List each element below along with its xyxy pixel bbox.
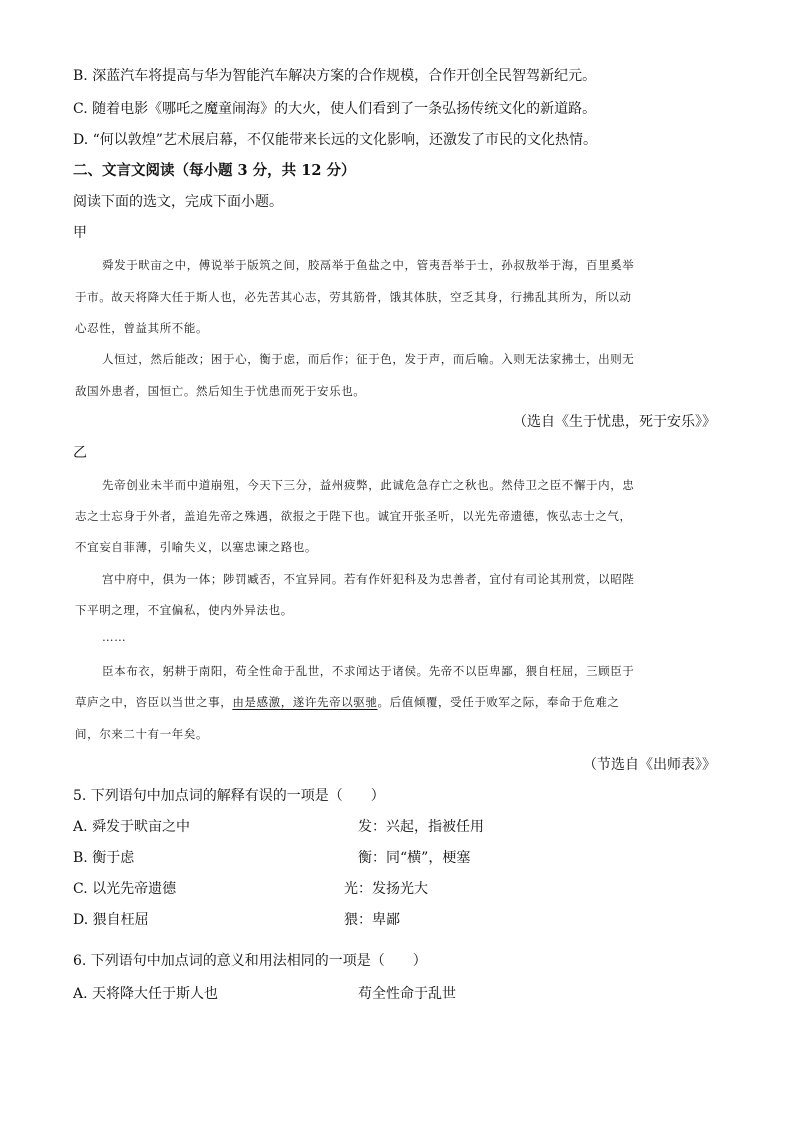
section-heading: 二、文言文阅读（每小题 3 分，共 12 分） xyxy=(73,162,356,179)
q5-option-b-explanation: 衡：同“横”，梗塞 xyxy=(358,850,471,866)
q5-option-d: D. 猥自枉屈 xyxy=(73,912,149,928)
passage-jia-line: 心忍性，曾益其所不能。 xyxy=(75,321,209,335)
source-text: （节选自《出师表》 xyxy=(583,757,702,773)
question-6-stem: 6. 下列语句中加点词的意义和用法相同的一项是（ ） xyxy=(73,953,427,969)
passage-jia-label: 甲 xyxy=(73,225,87,241)
passage-yi-line: 间，尔来二十有一年矣。 xyxy=(75,727,209,741)
passage-yi-ellipsis: …… xyxy=(102,630,127,644)
closing-bracket: 》 xyxy=(702,414,716,430)
q6-option-a-compare: 苟全性命于乱世 xyxy=(358,986,456,1002)
q5-option-c: C. 以光先帝遗德 xyxy=(73,881,177,897)
passage-yi-line: 志之士忘身于外者，盖追先帝之殊遇，欲报之于陛下也。诚宜开张圣听，以光先帝遗德，恢弘志士之气， xyxy=(75,509,632,523)
underlined-sentence: 由是感激，遂许先帝以驱驰 xyxy=(232,695,378,709)
source-text: （选自《生于忧患，死于安乐》 xyxy=(513,414,702,430)
passage-yi-line: 宫中府中，俱为一体；陟罚臧否，不宜异同。若有作奸犯科及为忠善者，宜付有司论其刑赏，以昭陛 xyxy=(102,572,635,586)
passage-yi-line: 不宜妄自菲薄，引喻失义，以塞忠谏之路也。 xyxy=(75,540,317,554)
question-5-stem: 5. 下列语句中加点词的解释有误的一项是（ ） xyxy=(73,788,385,804)
passage-jia-source xyxy=(513,413,716,431)
option-d-line: D. “何以敦煌”艺术展启幕，不仅能带来长远的文化影响，还激发了市民的文化热情。 xyxy=(73,132,597,148)
section-instruction: 阅读下面的选文，完成下面小题。 xyxy=(73,194,283,210)
passage-yi-source xyxy=(583,756,716,774)
passage-yi-label: 乙 xyxy=(73,445,87,461)
passage-yi-line xyxy=(75,695,620,709)
passage-jia-line: 敌国外患者，国恒亡。然后知生于忧患而死于安乐也。 xyxy=(75,384,366,398)
passage-jia-line: 舜发于畎亩之中，傅说举于版筑之间，胶鬲举于鱼盐之中，管夷吾举于士，孙叔敖举于海，百里奚举 xyxy=(102,258,635,272)
q5-option-c-explanation: 光：发扬光大 xyxy=(344,881,428,897)
q5-option-d-explanation: 猥：卑鄙 xyxy=(344,912,400,928)
passage-yi-line: 臣本布衣，躬耕于南阳，苟全性命于乱世，不求闻达于诸侯。先帝不以臣卑鄙，猥自枉屈，三顾臣于 xyxy=(102,664,635,678)
option-c-line: C. 随着电影《哪吒之魔童闹海》的大火，使人们看到了一条弘扬传统文化的新道路。 xyxy=(73,101,597,117)
q6-option-a: A. 天将降大任于斯人也 xyxy=(73,986,219,1002)
line-text: 草庐之中，咨臣以当世之事， xyxy=(75,695,233,709)
q5-option-a: A. 舜发于畎亩之中 xyxy=(73,819,191,835)
option-b-line: B. 深蓝汽车将提高与华为智能汽车解决方案的合作规模，合作开创全民智驾新纪元。 xyxy=(73,68,597,84)
line-text: 。后值倾覆，受任于败军之际，奉命于危难之 xyxy=(377,695,620,709)
passage-yi-line: 下平明之理，不宜偏私，使内外异法也。 xyxy=(75,603,293,617)
q5-option-b: B. 衡于虑 xyxy=(73,850,135,866)
closing-bracket: 》 xyxy=(702,757,716,773)
q5-option-a-explanation: 发：兴起，指被任用 xyxy=(358,819,484,835)
passage-jia-line: 于市。故天将降大任于斯人也，必先苦其心志，劳其筋骨，饿其体肤，空乏其身，行拂乱其所为，所以动 xyxy=(75,290,632,304)
passage-yi-line: 先帝创业未半而中道崩殂，今天下三分，益州疲弊，此诚危急存亡之秋也。然侍卫之臣不懈于内，忠 xyxy=(102,478,635,492)
passage-jia-line: 人恒过，然后能改；困于心，衡于虑，而后作；征于色，发于声，而后喻。入则无法家拂士，出则无 xyxy=(102,352,635,366)
